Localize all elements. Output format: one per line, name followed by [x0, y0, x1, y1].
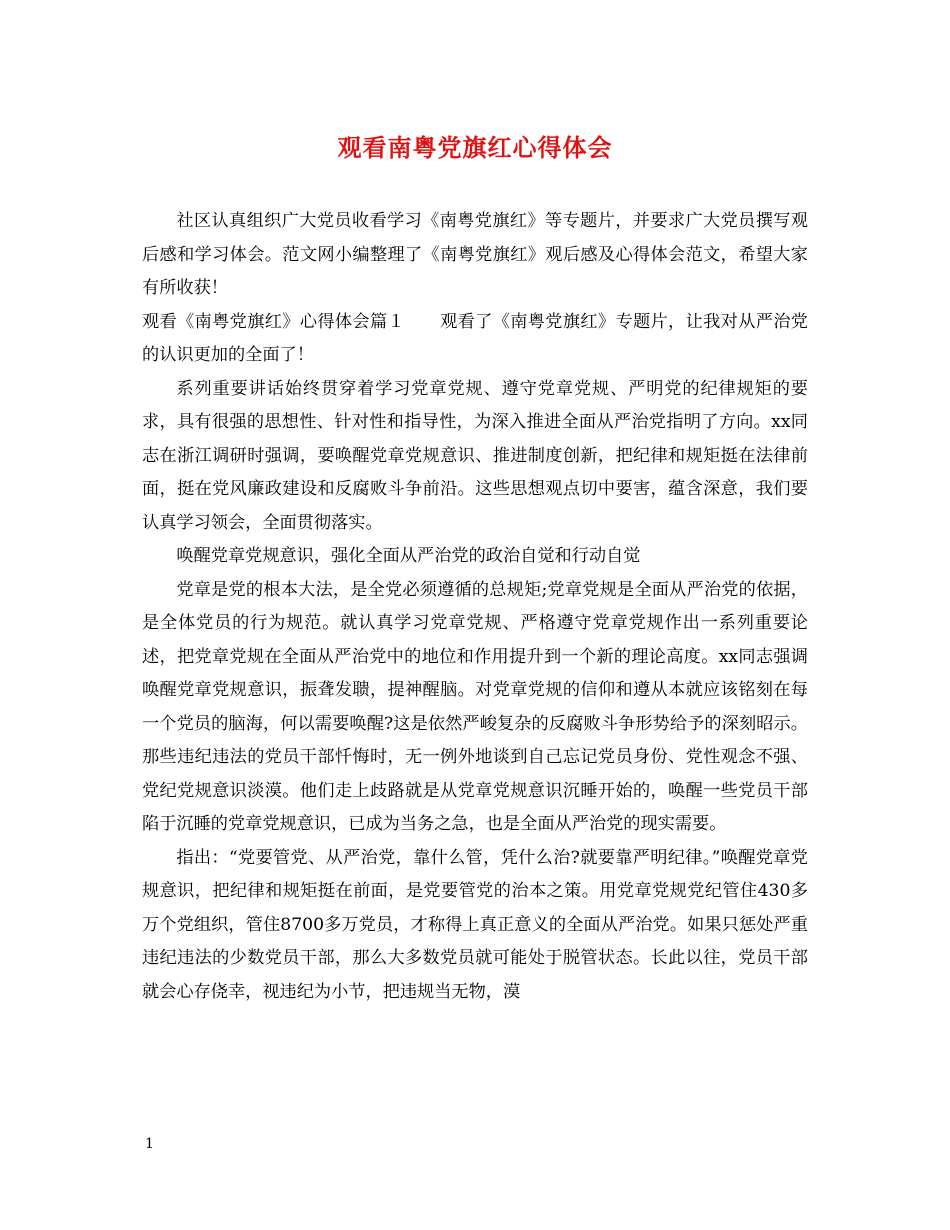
document-body: [142, 205, 808, 1009]
paragraph-article-heading: 观看《南粤党旗红》心得体会篇１ 观看了《南粤党旗红》专题片，让我对从严治党的认识更加的全面了！: [142, 311, 808, 365]
paragraph-intro: 社区认真组织广大党员收看学习《南粤党旗红》等专题片，并要求广大党员撰写观后感和学习体会。范文网小编整理了《南粤党旗红》观后感及心得体会范文，希望大家有所收获！: [142, 211, 808, 298]
paragraph-discipline: 指出：“党要管党、从严治党，靠什么管，凭什么治?就要靠严明纪律。”唤醒党章党规意识，把纪律和规矩挺在前面，是党要管党的治本之策。用党章党规党纪管住430多万个党组织，管住8700多万党员，才称得上真正意义的全面从严治党。如果只惩处严重违纪违法的少数党员干部，那么大多数党员就可能处于脱管状态。长此以往，党员干部就会心存侥幸，视违纪为小节，把违规当无物，漠: [142, 847, 808, 1002]
page-number: 1: [145, 1136, 154, 1152]
paragraph-speech-summary: 系列重要讲话始终贯穿着学习党章党规、遵守党章党规、严明党的纪律规矩的要求，具有很强的思想性、针对性和指导性，为深入推进全面从严治党指明了方向。xx同志在浙江调研时强调，要唤醒党章党规意识、推进制度创新，把纪律和规矩挺在法律前面，挺在党风廉政建设和反腐败斗争前沿。这些思想观点切中要害，蕴含深意，我们要认真学习领会，全面贯彻落实。: [142, 378, 808, 533]
paragraph-party-charter: 党章是党的根本大法，是全党必须遵循的总规矩;党章党规是全面从严治党的依据，是全体党员的行为规范。就认真学习党章党规、严格遵守党章党规作出一系列重要论述，把党章党规在全面从严治党中的地位和作用提升到一个新的理论高度。xx同志强调唤醒党章党规意识，振聋发聩，提神醒脑。对党章党规的信仰和遵从本就应该铭刻在每一个党员的脑海，何以需要唤醒?这是依然严峻复杂的反腐败斗争形势给予的深刻昭示。那些违纪违法的党员干部忏悔时，无一例外地谈到自己忘记党员身份、党性观念不强、党纪党规意识淡漠。他们走上歧路就是从党章党规意识沉睡开始的，唤醒一些党员干部陷于沉睡的党章党规意识，已成为当务之急，也是全面从严治党的现实需要。: [142, 579, 808, 834]
page-title: 观看南粤党旗红心得体会: [337, 133, 613, 162]
paragraph-section-heading: 唤醒党章党规意识，强化全面从严治党的政治自觉和行动自觉: [176, 546, 641, 566]
